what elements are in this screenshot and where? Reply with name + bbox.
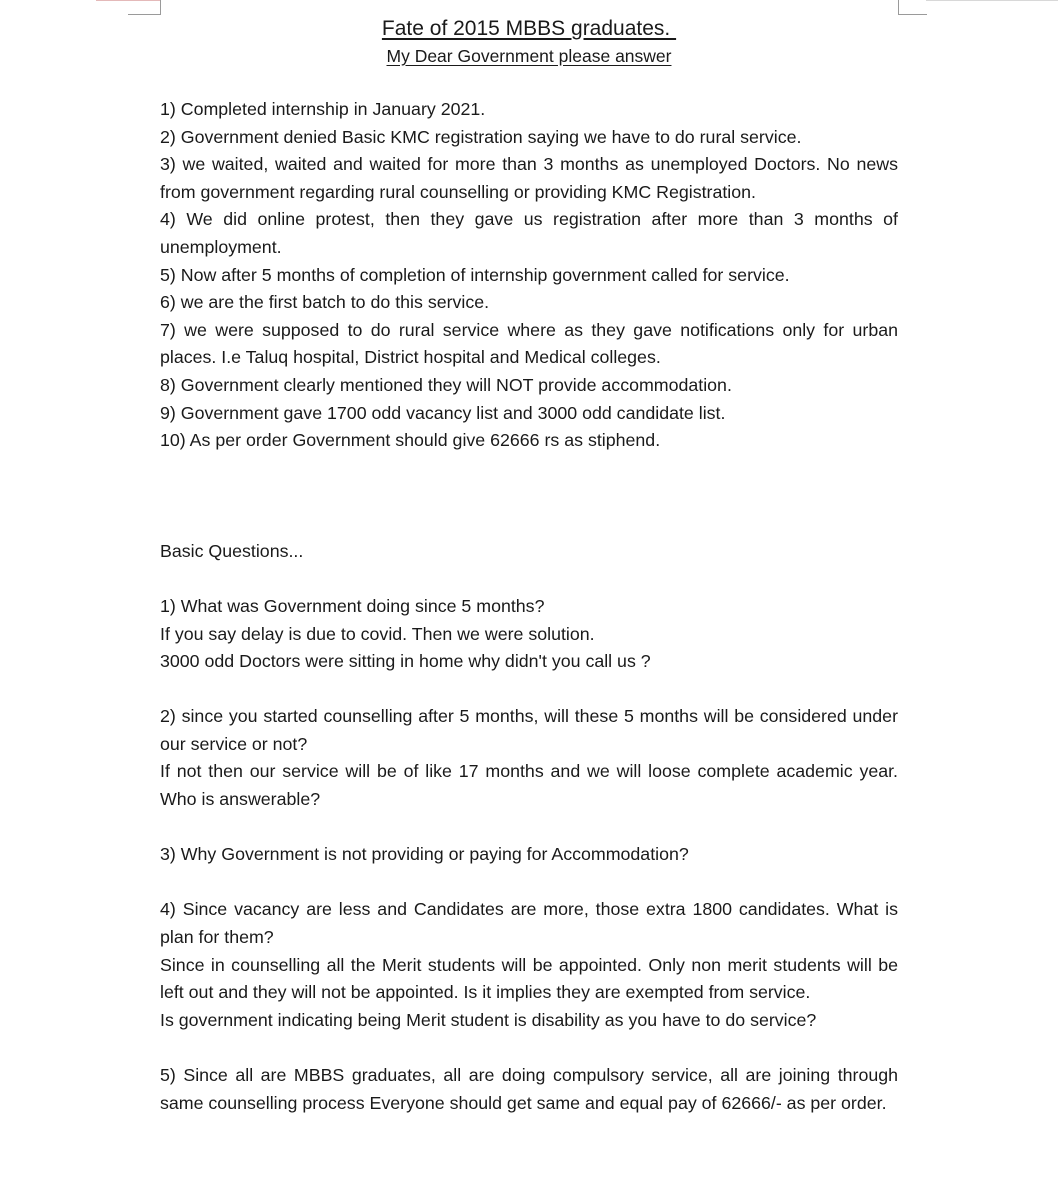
fact-item: 2) Government denied Basic KMC registration saying we have to do rural service. — [160, 126, 802, 147]
question-block — [160, 841, 898, 869]
fact-item: 5) Now after 5 months of completion of internship government called for service. — [160, 264, 790, 285]
question-line: Is government indicating being Merit student is disability as you have to do service? — [160, 1009, 817, 1030]
section-spacer — [160, 455, 898, 538]
question-block — [160, 703, 898, 813]
spacer — [160, 565, 898, 593]
document-title: Fate of 2015 MBBS graduates. — [381, 17, 677, 40]
document-body — [160, 96, 898, 1117]
question-line: 3) Why Government is not providing or paying for Accommodation? — [160, 844, 689, 865]
fact-item: 1) Completed internship in January 2021. — [160, 99, 486, 119]
question-line: 4) Since vacancy are less and Candidates are more, those extra 1800 candidates. What is plan for them? — [160, 899, 898, 948]
question-line: If not then our service will be of like 17 months and we will loose complete academic year. Who is answerable? — [160, 761, 898, 810]
question-line: 1) What was Government doing since 5 months? — [160, 595, 545, 616]
fact-item: 6) we are the first batch to do this service. — [160, 292, 490, 313]
crop-mark-left — [128, 0, 161, 15]
spacer — [160, 869, 898, 897]
fact-item: 10) As per order Government should give 62666 rs as stiphend. — [160, 430, 661, 451]
question-line: If you say delay is due to covid. Then we were solution. — [160, 623, 595, 644]
fact-item: 4) We did online protest, then they gave us registration after more than 3 months of unemployment. — [160, 209, 898, 257]
questions-heading: Basic Questions... — [160, 540, 304, 561]
spacer — [160, 676, 898, 704]
question-block — [160, 593, 898, 676]
page-edge-line-right — [926, 0, 1058, 1]
spacer — [160, 1034, 898, 1062]
crop-mark-right — [898, 0, 927, 15]
question-block — [160, 896, 898, 1034]
question-line: 2) since you started counselling after 5 months, will these 5 months will be considered under our service or not? — [160, 706, 898, 754]
question-line: 3000 odd Doctors were sitting in home why didn't you call us ? — [160, 651, 651, 672]
document-subtitle: My Dear Government please answer — [386, 46, 672, 66]
fact-item: 3) we waited, waited and waited for more than 3 months as unemployed Doctors. No news from government regarding rural counselling or providing KMC Registration. — [160, 154, 898, 202]
question-line: 5) Since all are MBBS graduates, all are doing compulsory service, all are joining through same counselling process Everyone should get same and equal pay of 62666/- as per order. — [160, 1065, 898, 1113]
question-block — [160, 1062, 898, 1117]
spacer — [160, 814, 898, 842]
fact-item: 7) we were supposed to do rural service where as they gave notifications only for urban places. I.e Taluq hospital, District hospital and Medical colleges. — [160, 319, 898, 368]
fact-item: 9) Government gave 1700 odd vacancy list and 3000 odd candidate list. — [160, 402, 726, 423]
fact-item: 8) Government clearly mentioned they will NOT provide accommodation. — [160, 374, 732, 395]
facts-list — [160, 96, 898, 455]
question-line: Since in counselling all the Merit students will be appointed. Only non merit students will be left out and they will not be appointed. Is it implies they are exempted from service. — [160, 954, 898, 1003]
